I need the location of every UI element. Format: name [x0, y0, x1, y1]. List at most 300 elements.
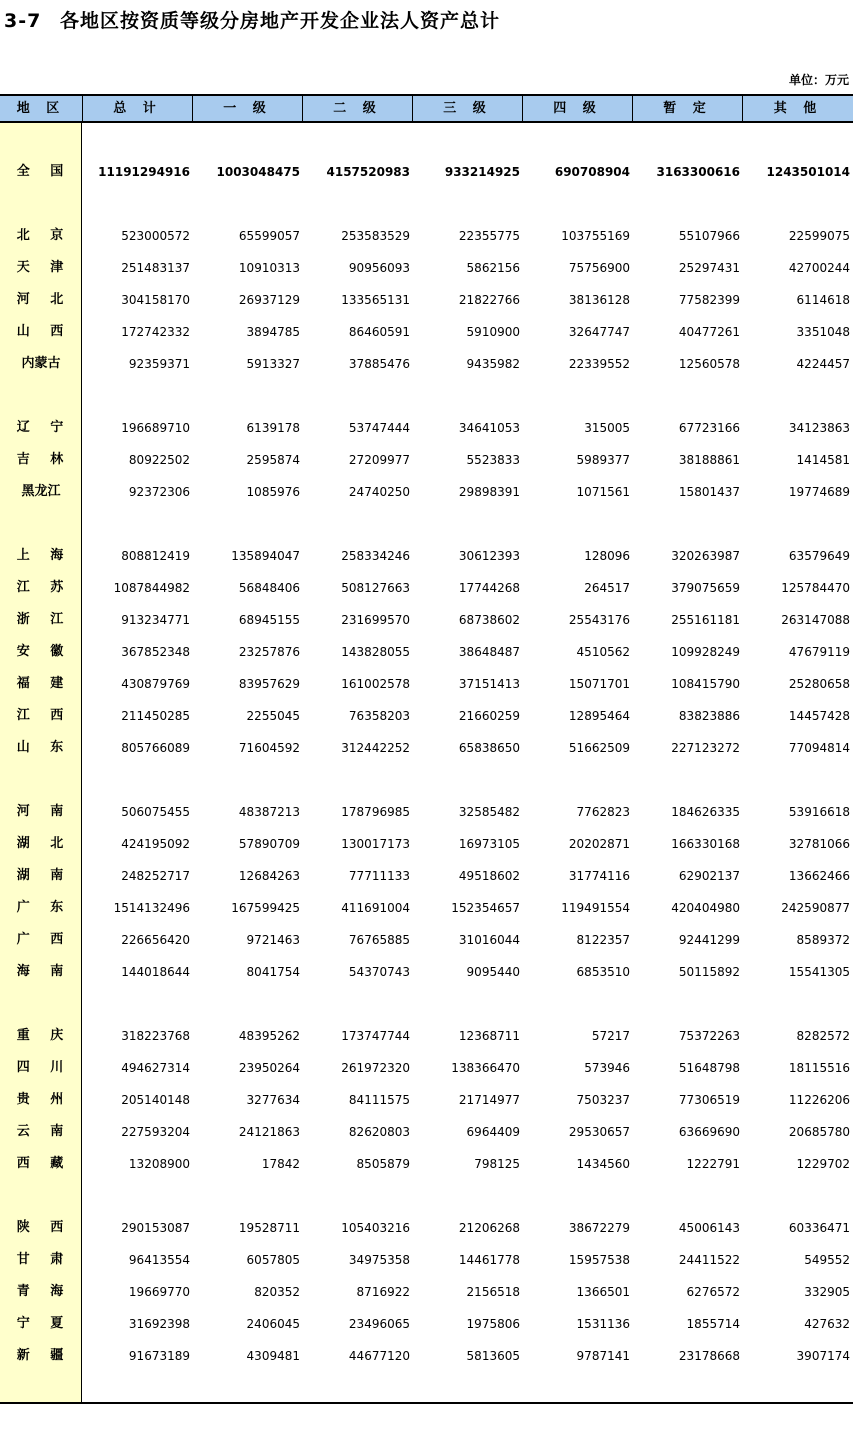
value-cell: 161002578 — [341, 677, 410, 691]
value-cell: 9787141 — [576, 1349, 630, 1363]
value-cell: 166330168 — [671, 837, 740, 851]
value-cell: 5989377 — [576, 453, 630, 467]
value-cell: 20685780 — [788, 1125, 850, 1139]
value-cell: 4224457 — [796, 357, 850, 371]
table-row — [0, 258, 853, 278]
region-name: 天 津 — [16, 260, 72, 275]
value-cell: 304158170 — [121, 293, 190, 307]
value-cell: 226656420 — [121, 933, 190, 947]
value-cell: 9095440 — [466, 965, 520, 979]
value-cell: 15801437 — [678, 485, 740, 499]
value-cell: 379075659 — [671, 581, 740, 595]
column-header-2: 一 级 — [192, 96, 302, 121]
page-title — [4, 6, 500, 33]
value-cell: 53916618 — [788, 805, 850, 819]
value-cell: 76358203 — [348, 709, 410, 723]
value-cell: 90956093 — [348, 261, 410, 275]
table-row — [0, 706, 853, 726]
value-cell: 1222791 — [686, 1157, 740, 1171]
value-cell: 19528711 — [238, 1221, 300, 1235]
column-header-4: 三 级 — [412, 96, 522, 121]
value-cell: 21660259 — [458, 709, 520, 723]
table-row — [0, 834, 853, 854]
table-row — [0, 1218, 853, 1238]
region-name: 江 西 — [16, 708, 72, 723]
value-cell: 20202871 — [568, 837, 630, 851]
value-cell: 25297431 — [678, 261, 740, 275]
value-cell: 24411522 — [678, 1253, 740, 1267]
value-cell: 133565131 — [341, 293, 410, 307]
value-cell: 798125 — [474, 1157, 520, 1171]
region-name: 河 北 — [16, 292, 72, 307]
table-row — [0, 226, 853, 246]
table-row — [0, 1314, 853, 1334]
value-cell: 86460591 — [348, 325, 410, 339]
value-cell: 6853510 — [576, 965, 630, 979]
value-cell: 44677120 — [348, 1349, 410, 1363]
value-cell: 51662509 — [568, 741, 630, 755]
value-cell: 30612393 — [458, 549, 520, 563]
value-cell: 913234771 — [121, 613, 190, 627]
table-row — [0, 1250, 853, 1270]
table-row — [0, 354, 853, 374]
table-row — [0, 674, 853, 694]
value-cell: 248252717 — [121, 869, 190, 883]
total-row — [0, 162, 853, 182]
value-cell: 424195092 — [121, 837, 190, 851]
value-cell: 42700244 — [788, 261, 850, 275]
value-cell: 135894047 — [231, 549, 300, 563]
value-cell: 1229702 — [796, 1157, 850, 1171]
value-cell: 8716922 — [356, 1285, 410, 1299]
value-cell: 1514132496 — [113, 901, 190, 915]
value-cell: 1366501 — [576, 1285, 630, 1299]
value-cell: 1434560 — [576, 1157, 630, 1171]
value-cell: 242590877 — [781, 901, 850, 915]
table-row — [0, 546, 853, 566]
value-cell: 3907174 — [796, 1349, 850, 1363]
value-cell: 21822766 — [458, 293, 520, 307]
value-cell: 6964409 — [466, 1125, 520, 1139]
value-cell: 34641053 — [458, 421, 520, 435]
value-cell: 19669770 — [128, 1285, 190, 1299]
value-cell: 4510562 — [576, 645, 630, 659]
value-cell: 9435982 — [466, 357, 520, 371]
value-cell: 55107966 — [678, 229, 740, 243]
value-cell: 2406045 — [246, 1317, 300, 1331]
table-row — [0, 482, 853, 502]
value-cell: 1085976 — [246, 485, 300, 499]
table-number: 3-7 — [4, 10, 42, 32]
table-header — [0, 94, 853, 123]
table-row — [0, 1026, 853, 1046]
value-cell: 227593204 — [121, 1125, 190, 1139]
value-cell: 25280658 — [788, 677, 850, 691]
value-cell: 84111575 — [348, 1093, 410, 1107]
value-cell: 24740250 — [348, 485, 410, 499]
column-header-5: 四 级 — [522, 96, 632, 121]
value-cell: 14461778 — [458, 1253, 520, 1267]
value-cell: 8122357 — [576, 933, 630, 947]
value-cell: 5910900 — [466, 325, 520, 339]
value-cell: 80922502 — [128, 453, 190, 467]
value-cell: 32781066 — [788, 837, 850, 851]
region-name: 北 京 — [16, 228, 72, 243]
value-cell: 37151413 — [458, 677, 520, 691]
value-cell: 76765885 — [348, 933, 410, 947]
table-row — [0, 1282, 853, 1302]
value-cell: 77582399 — [678, 293, 740, 307]
value-cell: 65599057 — [238, 229, 300, 243]
value-cell: 15957538 — [568, 1253, 630, 1267]
value-cell: 48395262 — [238, 1029, 300, 1043]
value-cell: 57890709 — [238, 837, 300, 851]
value-cell: 22355775 — [458, 229, 520, 243]
region-name: 湖 北 — [16, 836, 72, 851]
value-cell: 138366470 — [451, 1061, 520, 1075]
value-cell: 26937129 — [238, 293, 300, 307]
value-cell: 77711133 — [348, 869, 410, 883]
value-cell: 23496065 — [348, 1317, 410, 1331]
value-cell: 15541305 — [788, 965, 850, 979]
value-cell: 211450285 — [121, 709, 190, 723]
value-cell: 63579649 — [788, 549, 850, 563]
value-cell: 8041754 — [246, 965, 300, 979]
region-name: 四 川 — [16, 1060, 72, 1075]
value-cell: 2595874 — [246, 453, 300, 467]
value-cell: 231699570 — [341, 613, 410, 627]
value-cell: 312442252 — [341, 741, 410, 755]
value-cell: 1975806 — [466, 1317, 520, 1331]
value-cell: 3894785 — [246, 325, 300, 339]
value-cell: 38648487 — [458, 645, 520, 659]
value-cell: 75372263 — [678, 1029, 740, 1043]
value-cell: 53747444 — [348, 421, 410, 435]
value-cell: 23950264 — [238, 1061, 300, 1075]
value-cell: 103755169 — [561, 229, 630, 243]
value-cell: 12684263 — [238, 869, 300, 883]
value-cell: 10910313 — [238, 261, 300, 275]
table-row — [0, 738, 853, 758]
value-cell: 523000572 — [121, 229, 190, 243]
value-cell: 71604592 — [238, 741, 300, 755]
table-row — [0, 578, 853, 598]
table-row — [0, 802, 853, 822]
region-name: 广 西 — [16, 932, 72, 947]
value-cell: 253583529 — [341, 229, 410, 243]
value-cell: 51648798 — [678, 1061, 740, 1075]
value-cell: 25543176 — [568, 613, 630, 627]
region-name: 浙 江 — [16, 612, 72, 627]
value-cell: 19774689 — [788, 485, 850, 499]
value-cell: 37885476 — [348, 357, 410, 371]
value-cell: 172742332 — [121, 325, 190, 339]
value-cell: 22339552 — [568, 357, 630, 371]
unit-label: 单位：万元 — [788, 73, 849, 87]
value-cell: 47679119 — [788, 645, 850, 659]
table-row — [0, 450, 853, 470]
value-cell: 29898391 — [458, 485, 520, 499]
value-cell: 92359371 — [128, 357, 190, 371]
value-cell: 109928249 — [671, 645, 740, 659]
value-cell: 178796985 — [341, 805, 410, 819]
value-cell: 31774116 — [568, 869, 630, 883]
value-cell: 3351048 — [796, 325, 850, 339]
region-name: 黑龙江 — [21, 484, 61, 499]
value-cell: 92441299 — [678, 933, 740, 947]
value-cell: 50115892 — [678, 965, 740, 979]
region-name: 安 徽 — [16, 644, 72, 659]
value-cell: 11191294916 — [98, 165, 190, 179]
value-cell: 92372306 — [128, 485, 190, 499]
value-cell: 56848406 — [238, 581, 300, 595]
value-cell: 144018644 — [121, 965, 190, 979]
value-cell: 91673189 — [128, 1349, 190, 1363]
value-cell: 1855714 — [686, 1317, 740, 1331]
region-name: 云 南 — [16, 1124, 72, 1139]
table-row — [0, 1154, 853, 1174]
region-name: 湖 南 — [16, 868, 72, 883]
value-cell: 12895464 — [568, 709, 630, 723]
value-cell: 62902137 — [678, 869, 740, 883]
column-header-1: 总 计 — [82, 96, 192, 121]
value-cell: 1531136 — [576, 1317, 630, 1331]
value-cell: 4157520983 — [326, 165, 410, 179]
region-name: 青 海 — [16, 1284, 72, 1299]
region-name: 内蒙古 — [21, 356, 61, 371]
value-cell: 128096 — [584, 549, 630, 563]
table-row — [0, 962, 853, 982]
value-cell: 1087844982 — [113, 581, 190, 595]
region-name: 新 疆 — [16, 1348, 72, 1363]
table-row — [0, 610, 853, 630]
value-cell: 2156518 — [466, 1285, 520, 1299]
value-cell: 805766089 — [121, 741, 190, 755]
value-cell: 420404980 — [671, 901, 740, 915]
value-cell: 808812419 — [121, 549, 190, 563]
value-cell: 12560578 — [678, 357, 740, 371]
value-cell: 108415790 — [671, 677, 740, 691]
value-cell: 690708904 — [554, 165, 630, 179]
value-cell: 54370743 — [348, 965, 410, 979]
region-name: 全 国 — [16, 164, 72, 179]
value-cell: 24121863 — [238, 1125, 300, 1139]
value-cell: 21714977 — [458, 1093, 520, 1107]
column-header-7: 其 他 — [742, 96, 853, 121]
value-cell: 227123272 — [671, 741, 740, 755]
value-cell: 68945155 — [238, 613, 300, 627]
value-cell: 1003048475 — [216, 165, 300, 179]
value-cell: 494627314 — [121, 1061, 190, 1075]
value-cell: 14457428 — [788, 709, 850, 723]
value-cell: 315005 — [584, 421, 630, 435]
value-cell: 67723166 — [678, 421, 740, 435]
value-cell: 31016044 — [458, 933, 520, 947]
value-cell: 5813605 — [466, 1349, 520, 1363]
value-cell: 3163300616 — [656, 165, 740, 179]
table-row — [0, 930, 853, 950]
table-row — [0, 418, 853, 438]
value-cell: 38672279 — [568, 1221, 630, 1235]
value-cell: 290153087 — [121, 1221, 190, 1235]
value-cell: 8505879 — [356, 1157, 410, 1171]
value-cell: 430879769 — [121, 677, 190, 691]
value-cell: 77094814 — [788, 741, 850, 755]
value-cell: 105403216 — [341, 1221, 410, 1235]
value-cell: 9721463 — [246, 933, 300, 947]
value-cell: 2255045 — [246, 709, 300, 723]
value-cell: 3277634 — [246, 1093, 300, 1107]
table-row — [0, 290, 853, 310]
value-cell: 5913327 — [246, 357, 300, 371]
value-cell: 34123863 — [788, 421, 850, 435]
region-name: 广 东 — [16, 900, 72, 915]
value-cell: 27209977 — [348, 453, 410, 467]
value-cell: 264517 — [584, 581, 630, 595]
value-cell: 13662466 — [788, 869, 850, 883]
value-cell: 820352 — [254, 1285, 300, 1299]
value-cell: 48387213 — [238, 805, 300, 819]
value-cell: 1414581 — [796, 453, 850, 467]
value-cell: 63669690 — [678, 1125, 740, 1139]
value-cell: 60336471 — [788, 1221, 850, 1235]
value-cell: 125784470 — [781, 581, 850, 595]
value-cell: 18115516 — [788, 1061, 850, 1075]
value-cell: 255161181 — [671, 613, 740, 627]
value-cell: 31692398 — [128, 1317, 190, 1331]
column-header-6: 暂 定 — [632, 96, 742, 121]
table-title: 各地区按资质等级分房地产开发企业法人资产总计 — [60, 10, 501, 32]
region-name: 甘 肃 — [16, 1252, 72, 1267]
region-name: 上 海 — [16, 548, 72, 563]
value-cell: 77306519 — [678, 1093, 740, 1107]
value-cell: 318223768 — [121, 1029, 190, 1043]
value-cell: 15071701 — [568, 677, 630, 691]
region-name: 吉 林 — [16, 452, 72, 467]
region-name: 辽 宁 — [16, 420, 72, 435]
table-row — [0, 1058, 853, 1078]
value-cell: 13208900 — [128, 1157, 190, 1171]
value-cell: 573946 — [584, 1061, 630, 1075]
value-cell: 12368711 — [458, 1029, 520, 1043]
value-cell: 205140148 — [121, 1093, 190, 1107]
value-cell: 7503237 — [576, 1093, 630, 1107]
value-cell: 11226206 — [788, 1093, 850, 1107]
value-cell: 130017173 — [341, 837, 410, 851]
value-cell: 119491554 — [561, 901, 630, 915]
value-cell: 83957629 — [238, 677, 300, 691]
value-cell: 8282572 — [796, 1029, 850, 1043]
table-row — [0, 866, 853, 886]
column-header-0: 地 区 — [16, 101, 66, 116]
value-cell: 83823886 — [678, 709, 740, 723]
value-cell: 21206268 — [458, 1221, 520, 1235]
value-cell: 68738602 — [458, 613, 520, 627]
table-row — [0, 1122, 853, 1142]
region-name: 重 庆 — [16, 1028, 72, 1043]
value-cell: 16973105 — [458, 837, 520, 851]
value-cell: 508127663 — [341, 581, 410, 595]
value-cell: 6276572 — [686, 1285, 740, 1299]
value-cell: 1243501014 — [766, 165, 850, 179]
region-name: 山 东 — [16, 740, 72, 755]
region-name: 西 藏 — [16, 1156, 72, 1171]
value-cell: 320263987 — [671, 549, 740, 563]
value-cell: 6114618 — [796, 293, 850, 307]
value-cell: 258334246 — [341, 549, 410, 563]
value-cell: 167599425 — [231, 901, 300, 915]
value-cell: 4309481 — [246, 1349, 300, 1363]
value-cell: 17842 — [261, 1157, 300, 1171]
value-cell: 196689710 — [121, 421, 190, 435]
value-cell: 1071561 — [576, 485, 630, 499]
value-cell: 5523833 — [466, 453, 520, 467]
value-cell: 427632 — [804, 1317, 850, 1331]
value-cell: 7762823 — [576, 805, 630, 819]
region-name: 河 南 — [16, 804, 72, 819]
value-cell: 8589372 — [796, 933, 850, 947]
value-cell: 22599075 — [788, 229, 850, 243]
table-bottom-rule — [0, 1402, 853, 1404]
value-cell: 38188861 — [678, 453, 740, 467]
column-header-3: 二 级 — [302, 96, 412, 121]
region-name: 贵 州 — [16, 1092, 72, 1107]
value-cell: 34975358 — [348, 1253, 410, 1267]
table-row — [0, 322, 853, 342]
value-cell: 261972320 — [341, 1061, 410, 1075]
table-row — [0, 642, 853, 662]
value-cell: 23178668 — [678, 1349, 740, 1363]
value-cell: 251483137 — [121, 261, 190, 275]
value-cell: 332905 — [804, 1285, 850, 1299]
region-name: 宁 夏 — [16, 1316, 72, 1331]
value-cell: 411691004 — [341, 901, 410, 915]
value-cell: 6057805 — [246, 1253, 300, 1267]
table-row — [0, 1346, 853, 1366]
value-cell: 96413554 — [128, 1253, 190, 1267]
value-cell: 45006143 — [678, 1221, 740, 1235]
value-cell: 184626335 — [671, 805, 740, 819]
table-row — [0, 1090, 853, 1110]
value-cell: 263147088 — [781, 613, 850, 627]
value-cell: 17744268 — [458, 581, 520, 595]
value-cell: 29530657 — [568, 1125, 630, 1139]
value-cell: 49518602 — [458, 869, 520, 883]
value-cell: 32585482 — [458, 805, 520, 819]
value-cell: 173747744 — [341, 1029, 410, 1043]
value-cell: 549552 — [804, 1253, 850, 1267]
value-cell: 152354657 — [451, 901, 520, 915]
table-row — [0, 898, 853, 918]
region-name: 陕 西 — [16, 1220, 72, 1235]
value-cell: 6139178 — [246, 421, 300, 435]
region-name: 福 建 — [16, 676, 72, 691]
value-cell: 57217 — [591, 1029, 630, 1043]
value-cell: 40477261 — [678, 325, 740, 339]
value-cell: 75756900 — [568, 261, 630, 275]
value-cell: 65838650 — [458, 741, 520, 755]
value-cell: 5862156 — [466, 261, 520, 275]
region-name: 江 苏 — [16, 580, 72, 595]
value-cell: 933214925 — [444, 165, 520, 179]
value-cell: 32647747 — [568, 325, 630, 339]
value-cell: 143828055 — [341, 645, 410, 659]
region-name: 山 西 — [16, 324, 72, 339]
value-cell: 506075455 — [121, 805, 190, 819]
value-cell: 367852348 — [121, 645, 190, 659]
value-cell: 23257876 — [238, 645, 300, 659]
value-cell: 38136128 — [568, 293, 630, 307]
